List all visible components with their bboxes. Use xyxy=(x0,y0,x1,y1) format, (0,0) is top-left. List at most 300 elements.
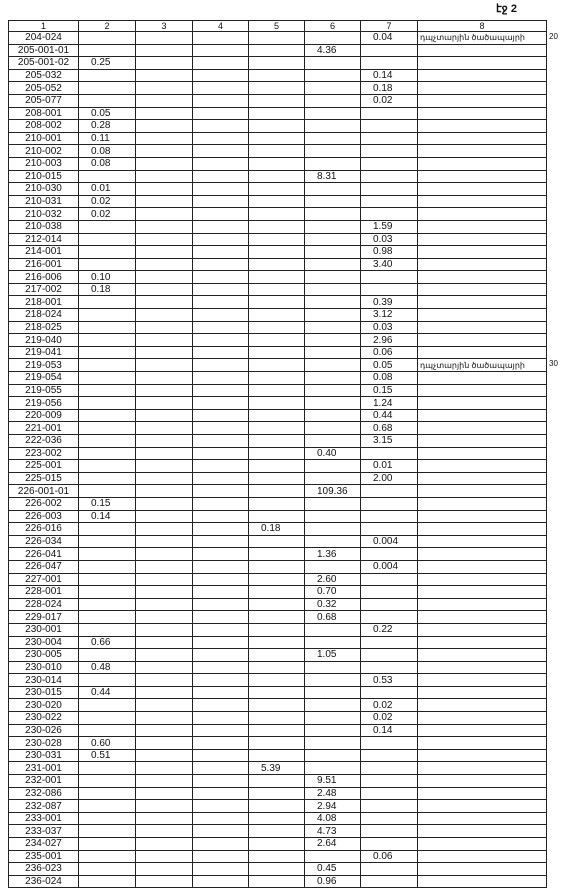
table-row xyxy=(9,497,547,510)
parcel-code-cell: 231-001 xyxy=(9,762,79,775)
note-cell xyxy=(418,812,547,825)
parcel-code-cell: 204-024 xyxy=(9,32,79,45)
column-header: 8 xyxy=(418,21,547,32)
value-cell xyxy=(361,485,418,498)
parcel-code-cell: 228-001 xyxy=(9,586,79,599)
value-cell xyxy=(79,447,136,460)
value-cell xyxy=(249,435,305,448)
value-cell: 0.04 xyxy=(361,32,418,45)
value-cell xyxy=(249,611,305,624)
value-cell: 2.94 xyxy=(305,800,361,813)
value-cell xyxy=(79,674,136,687)
value-cell: 0.10 xyxy=(79,271,136,284)
note-cell xyxy=(418,258,547,271)
parcel-code-cell: 210-031 xyxy=(9,195,79,208)
value-cell xyxy=(193,724,249,737)
parcel-code-cell: 210-038 xyxy=(9,220,79,233)
value-cell xyxy=(79,535,136,548)
value-cell: 0.68 xyxy=(361,422,418,435)
parcel-code-cell: 230-028 xyxy=(9,737,79,750)
value-cell xyxy=(136,195,193,208)
table-row xyxy=(9,409,547,422)
parcel-code-cell: 226-002 xyxy=(9,497,79,510)
value-cell xyxy=(193,296,249,309)
parcel-code-cell: 230-014 xyxy=(9,674,79,687)
table-row xyxy=(9,82,547,95)
value-cell xyxy=(249,699,305,712)
value-cell xyxy=(249,271,305,284)
value-cell xyxy=(305,208,361,221)
value-cell xyxy=(79,321,136,334)
value-cell xyxy=(305,309,361,322)
note-cell xyxy=(418,384,547,397)
value-cell xyxy=(79,548,136,561)
value-cell: 1.36 xyxy=(305,548,361,561)
note-cell xyxy=(418,447,547,460)
parcel-code-cell: 205-052 xyxy=(9,82,79,95)
table-row xyxy=(9,611,547,624)
value-cell xyxy=(193,560,249,573)
value-cell: 0.11 xyxy=(79,132,136,145)
value-cell xyxy=(136,107,193,120)
value-cell xyxy=(136,649,193,662)
value-cell xyxy=(193,246,249,259)
note-cell xyxy=(418,724,547,737)
value-cell xyxy=(136,800,193,813)
table-body xyxy=(9,32,547,888)
value-cell xyxy=(193,183,249,196)
value-cell xyxy=(136,258,193,271)
note-cell xyxy=(418,296,547,309)
value-cell: 0.06 xyxy=(361,850,418,863)
table-row xyxy=(9,510,547,523)
note-cell xyxy=(418,548,547,561)
value-cell xyxy=(136,636,193,649)
value-cell xyxy=(249,384,305,397)
note-cell xyxy=(418,825,547,838)
value-cell xyxy=(249,674,305,687)
table-row xyxy=(9,573,547,586)
value-cell: 2.60 xyxy=(305,573,361,586)
value-cell xyxy=(79,775,136,788)
value-cell xyxy=(79,359,136,372)
value-cell xyxy=(79,863,136,876)
note-cell xyxy=(418,409,547,422)
parcel-code-cell: 230-004 xyxy=(9,636,79,649)
value-cell xyxy=(305,82,361,95)
value-cell: 0.68 xyxy=(305,611,361,624)
table-row xyxy=(9,548,547,561)
note-cell xyxy=(418,686,547,699)
note-cell xyxy=(418,309,547,322)
value-cell xyxy=(193,523,249,536)
value-cell xyxy=(79,309,136,322)
value-cell xyxy=(249,157,305,170)
value-cell xyxy=(193,359,249,372)
value-cell xyxy=(193,485,249,498)
value-cell xyxy=(305,661,361,674)
note-cell xyxy=(418,800,547,813)
table-row xyxy=(9,107,547,120)
value-cell xyxy=(361,195,418,208)
value-cell xyxy=(79,762,136,775)
value-cell xyxy=(79,397,136,410)
value-cell xyxy=(193,195,249,208)
parcel-code-cell: 232-087 xyxy=(9,800,79,813)
note-cell xyxy=(418,699,547,712)
value-cell xyxy=(193,435,249,448)
table-row xyxy=(9,32,547,45)
note-cell xyxy=(418,712,547,725)
parcel-code-cell: 216-006 xyxy=(9,271,79,284)
value-cell xyxy=(361,586,418,599)
table-row xyxy=(9,661,547,674)
value-cell xyxy=(305,422,361,435)
value-cell: 0.03 xyxy=(361,233,418,246)
parcel-code-cell: 232-086 xyxy=(9,787,79,800)
value-cell: 0.28 xyxy=(79,120,136,133)
side-mark: 20 xyxy=(549,32,558,41)
value-cell xyxy=(136,724,193,737)
value-cell xyxy=(305,535,361,548)
parcel-code-cell: 219-056 xyxy=(9,397,79,410)
value-cell xyxy=(193,220,249,233)
value-cell xyxy=(136,699,193,712)
value-cell: 0.18 xyxy=(249,523,305,536)
value-cell xyxy=(249,183,305,196)
value-cell xyxy=(136,145,193,158)
value-cell: 0.15 xyxy=(79,497,136,510)
value-cell xyxy=(193,737,249,750)
value-cell xyxy=(136,686,193,699)
note-cell xyxy=(418,661,547,674)
value-cell: 0.06 xyxy=(361,346,418,359)
value-cell xyxy=(305,409,361,422)
value-cell xyxy=(249,447,305,460)
note-cell xyxy=(418,510,547,523)
value-cell xyxy=(136,775,193,788)
value-cell xyxy=(193,800,249,813)
note-cell xyxy=(418,460,547,473)
value-cell xyxy=(79,32,136,45)
column-header: 1 xyxy=(9,21,79,32)
note-cell xyxy=(418,762,547,775)
parcel-code-cell: 230-010 xyxy=(9,661,79,674)
value-cell xyxy=(193,838,249,851)
value-cell xyxy=(79,623,136,636)
parcel-code-cell: 228-024 xyxy=(9,598,79,611)
value-cell xyxy=(249,497,305,510)
note-cell xyxy=(418,850,547,863)
value-cell xyxy=(136,183,193,196)
value-cell xyxy=(249,44,305,57)
value-cell xyxy=(136,233,193,246)
value-cell xyxy=(193,447,249,460)
value-cell xyxy=(361,775,418,788)
value-cell xyxy=(305,220,361,233)
value-cell xyxy=(136,838,193,851)
note-cell xyxy=(418,195,547,208)
value-cell xyxy=(193,334,249,347)
value-cell xyxy=(305,283,361,296)
parcel-code-cell: 218-001 xyxy=(9,296,79,309)
value-cell xyxy=(79,460,136,473)
value-cell: 0.02 xyxy=(361,699,418,712)
value-cell xyxy=(249,598,305,611)
table-row xyxy=(9,271,547,284)
value-cell xyxy=(193,145,249,158)
note-cell xyxy=(418,775,547,788)
value-cell: 2.96 xyxy=(361,334,418,347)
value-cell xyxy=(193,82,249,95)
value-cell: 0.14 xyxy=(79,510,136,523)
parcel-code-cell: 236-023 xyxy=(9,863,79,876)
value-cell xyxy=(193,674,249,687)
value-cell xyxy=(136,661,193,674)
value-cell xyxy=(249,208,305,221)
value-cell xyxy=(136,850,193,863)
value-cell xyxy=(136,573,193,586)
value-cell xyxy=(79,346,136,359)
parcel-code-cell: 230-020 xyxy=(9,699,79,712)
value-cell: 0.02 xyxy=(361,94,418,107)
value-cell xyxy=(193,749,249,762)
table-row xyxy=(9,850,547,863)
value-cell xyxy=(361,737,418,750)
value-cell xyxy=(361,863,418,876)
parcel-code-cell: 216-001 xyxy=(9,258,79,271)
parcel-code-cell: 233-037 xyxy=(9,825,79,838)
parcel-code-cell: 230-031 xyxy=(9,749,79,762)
table-row xyxy=(9,838,547,851)
parcel-code-cell: 208-001 xyxy=(9,107,79,120)
value-cell xyxy=(249,397,305,410)
parcel-code-cell: 205-001-02 xyxy=(9,57,79,70)
value-cell: 0.01 xyxy=(79,183,136,196)
value-cell xyxy=(249,220,305,233)
value-cell xyxy=(79,699,136,712)
value-cell xyxy=(249,712,305,725)
parcel-code-cell: 220-009 xyxy=(9,409,79,422)
value-cell xyxy=(136,334,193,347)
value-cell xyxy=(136,309,193,322)
value-cell xyxy=(193,422,249,435)
value-cell xyxy=(79,372,136,385)
value-cell xyxy=(249,686,305,699)
value-cell xyxy=(361,283,418,296)
table-row xyxy=(9,472,547,485)
value-cell xyxy=(249,485,305,498)
value-cell: 0.25 xyxy=(79,57,136,70)
value-cell xyxy=(136,359,193,372)
value-cell xyxy=(193,472,249,485)
value-cell xyxy=(249,233,305,246)
value-cell xyxy=(136,170,193,183)
value-cell xyxy=(305,724,361,737)
value-cell: 0.14 xyxy=(361,724,418,737)
value-cell xyxy=(361,183,418,196)
value-cell xyxy=(249,372,305,385)
value-cell xyxy=(249,120,305,133)
value-cell xyxy=(249,775,305,788)
parcel-code-cell: 234-027 xyxy=(9,838,79,851)
column-header-row xyxy=(9,21,547,32)
value-cell: 3.12 xyxy=(361,309,418,322)
value-cell: 0.14 xyxy=(361,69,418,82)
value-cell xyxy=(361,649,418,662)
value-cell xyxy=(136,372,193,385)
table-row xyxy=(9,560,547,573)
value-cell xyxy=(193,623,249,636)
value-cell xyxy=(305,359,361,372)
value-cell xyxy=(361,523,418,536)
value-cell xyxy=(79,724,136,737)
value-cell xyxy=(305,712,361,725)
value-cell xyxy=(193,283,249,296)
table-row xyxy=(9,460,547,473)
value-cell xyxy=(305,183,361,196)
value-cell xyxy=(193,510,249,523)
parcel-code-cell: 218-025 xyxy=(9,321,79,334)
value-cell xyxy=(249,649,305,662)
value-cell xyxy=(305,850,361,863)
value-cell xyxy=(136,69,193,82)
parcel-code-cell: 230-026 xyxy=(9,724,79,737)
value-cell xyxy=(249,195,305,208)
value-cell xyxy=(305,271,361,284)
table-row xyxy=(9,485,547,498)
table-row xyxy=(9,586,547,599)
value-cell xyxy=(249,548,305,561)
value-cell xyxy=(136,535,193,548)
value-cell xyxy=(249,145,305,158)
side-mark: 30 xyxy=(549,359,558,368)
value-cell xyxy=(79,586,136,599)
value-cell xyxy=(361,611,418,624)
value-cell xyxy=(193,636,249,649)
note-cell xyxy=(418,560,547,573)
value-cell xyxy=(361,57,418,70)
note-cell xyxy=(418,145,547,158)
value-cell xyxy=(136,44,193,57)
value-cell xyxy=(361,548,418,561)
table-row xyxy=(9,321,547,334)
table-row xyxy=(9,69,547,82)
table-row xyxy=(9,233,547,246)
table-row xyxy=(9,397,547,410)
note-cell xyxy=(418,69,547,82)
note-cell xyxy=(418,334,547,347)
value-cell xyxy=(361,170,418,183)
note-cell xyxy=(418,749,547,762)
note-cell xyxy=(418,120,547,133)
note-cell xyxy=(418,623,547,636)
note-cell xyxy=(418,233,547,246)
value-cell xyxy=(136,435,193,448)
value-cell xyxy=(361,145,418,158)
note-cell xyxy=(418,737,547,750)
value-cell xyxy=(193,699,249,712)
value-cell xyxy=(249,636,305,649)
table-row xyxy=(9,749,547,762)
parcel-code-cell: 205-001-01 xyxy=(9,44,79,57)
note-cell xyxy=(418,485,547,498)
value-cell xyxy=(249,724,305,737)
value-cell: 4.08 xyxy=(305,812,361,825)
table-row xyxy=(9,170,547,183)
value-cell xyxy=(361,812,418,825)
value-cell xyxy=(305,321,361,334)
value-cell: 9.51 xyxy=(305,775,361,788)
value-cell xyxy=(249,573,305,586)
value-cell xyxy=(193,157,249,170)
note-cell xyxy=(418,838,547,851)
parcel-code-cell: 208-002 xyxy=(9,120,79,133)
value-cell xyxy=(249,94,305,107)
value-cell: 8.31 xyxy=(305,170,361,183)
value-cell xyxy=(193,208,249,221)
value-cell xyxy=(193,497,249,510)
value-cell xyxy=(305,195,361,208)
table-row xyxy=(9,775,547,788)
value-cell xyxy=(305,472,361,485)
note-cell xyxy=(418,422,547,435)
note-cell xyxy=(418,497,547,510)
value-cell xyxy=(193,548,249,561)
value-cell xyxy=(361,497,418,510)
value-cell xyxy=(79,649,136,662)
value-cell xyxy=(136,296,193,309)
value-cell: 2.64 xyxy=(305,838,361,851)
value-cell xyxy=(136,611,193,624)
value-cell xyxy=(193,69,249,82)
parcel-code-cell: 230-001 xyxy=(9,623,79,636)
table-row xyxy=(9,712,547,725)
value-cell xyxy=(249,82,305,95)
value-cell xyxy=(249,812,305,825)
value-cell: 0.08 xyxy=(79,145,136,158)
table-row xyxy=(9,220,547,233)
value-cell xyxy=(79,384,136,397)
value-cell xyxy=(361,661,418,674)
value-cell: 1.59 xyxy=(361,220,418,233)
parcel-code-cell: 210-032 xyxy=(9,208,79,221)
value-cell xyxy=(136,749,193,762)
value-cell xyxy=(361,573,418,586)
value-cell: 0.08 xyxy=(361,372,418,385)
table-row xyxy=(9,195,547,208)
value-cell: 0.60 xyxy=(79,737,136,750)
value-cell xyxy=(361,107,418,120)
column-header: 6 xyxy=(305,21,361,32)
value-cell xyxy=(305,686,361,699)
value-cell: 0.44 xyxy=(361,409,418,422)
value-cell xyxy=(136,485,193,498)
table-row xyxy=(9,787,547,800)
value-cell xyxy=(249,535,305,548)
value-cell xyxy=(193,611,249,624)
note-cell xyxy=(418,674,547,687)
note-cell xyxy=(418,183,547,196)
value-cell: 0.02 xyxy=(79,195,136,208)
value-cell xyxy=(249,472,305,485)
value-cell xyxy=(305,346,361,359)
value-cell: 3.40 xyxy=(361,258,418,271)
value-cell xyxy=(136,321,193,334)
value-cell: 0.48 xyxy=(79,661,136,674)
value-cell xyxy=(305,107,361,120)
value-cell xyxy=(249,510,305,523)
